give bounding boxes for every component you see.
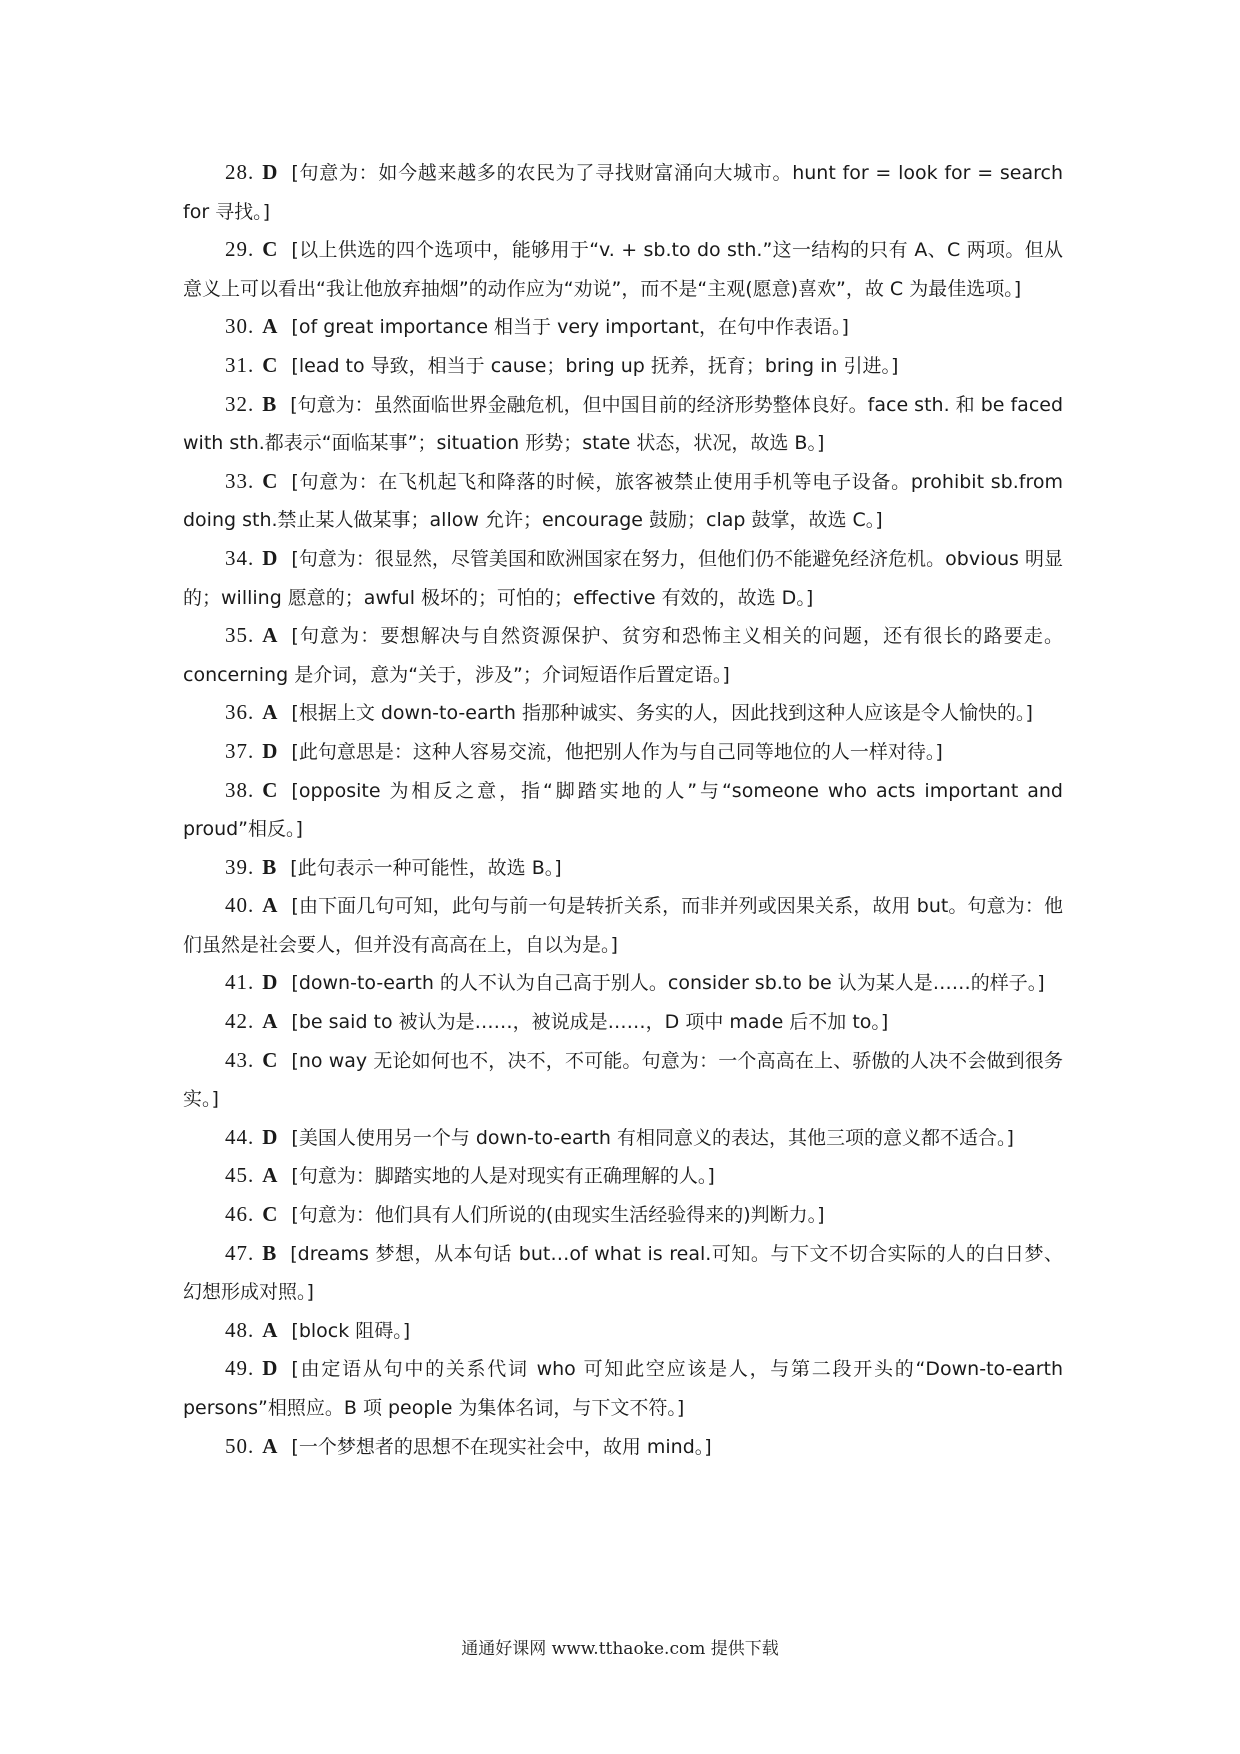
answer-entry — [183, 1119, 1063, 1158]
answer-explanation: [句意为：要想解决与自然资源保护、贫穷和恐怖主义相关的问题，还有很长的路要走。concerning 是介词，意为“关于，涉及”；介词短语作后置定语。] — [183, 625, 1063, 686]
question-number: 38. — [225, 777, 255, 802]
answer-letter: A — [262, 1317, 278, 1342]
answer-explanation: [of great importance 相当于 very important，在句中作表语。] — [291, 316, 849, 339]
answer-explanations — [183, 154, 1063, 1466]
answer-explanation: [句意为：虽然面临世界金融危机，但中国目前的经济形势整体良好。face sth. 和 be faced with sth.都表示“面临某事”；situation 形势；state 状态，状况，故选 B。] — [183, 393, 1064, 455]
answer-letter: D — [262, 1356, 278, 1381]
answer-entry — [183, 1196, 1063, 1235]
answer-entry — [183, 733, 1063, 772]
answer-explanation: [由定语从句中的关系代词 who 可知此空应该是人，与第二段开头的“Down-to-earth persons”相照应。B 项 people 为集体名词，与下文不符。] — [183, 1358, 1063, 1419]
answer-letter: C — [262, 468, 278, 493]
answer-explanation: [opposite 为相反之意，指“脚踏实地的人”与“someone who acts important and proud”相反。] — [183, 779, 1063, 841]
question-number: 34. — [225, 545, 255, 570]
answer-letter: B — [262, 1240, 277, 1265]
answer-entry — [183, 1350, 1063, 1427]
question-number: 39. — [225, 854, 255, 879]
answer-letter: C — [262, 1202, 278, 1227]
answer-entry — [183, 849, 1063, 888]
answer-letter: C — [262, 777, 278, 802]
answer-explanation: [句意为：在飞机起飞和降落的时候，旅客被禁止使用手机等电子设备。prohibit sb.from doing sth.禁止某人做某事；allow 允许；encourage 鼓励；clap 鼓掌，故选 C。] — [183, 470, 1063, 532]
question-number: 40. — [225, 893, 255, 918]
question-number: 49. — [225, 1356, 255, 1381]
answer-entry — [183, 231, 1063, 308]
question-number: 46. — [225, 1202, 255, 1227]
answer-explanation: [句意为：如今越来越多的农民为了寻找财富涌向大城市。hunt for = look for = search for 寻找。] — [183, 162, 1063, 223]
answer-entry — [183, 347, 1063, 386]
answer-entry — [183, 308, 1063, 347]
answer-entry — [183, 1157, 1063, 1196]
answer-explanation: [根据上文 down-to-earth 指那种诚实、务实的人，因此找到这种人应该是令人愉快的。] — [291, 702, 1033, 725]
answer-explanation: [句意为：很显然，尽管美国和欧洲国家在努力，但他们仍不能避免经济危机。obvious 明显的；willing 愿意的；awful 极坏的；可怕的；effective 有效的，故选 D。] — [183, 547, 1063, 609]
question-number: 47. — [225, 1240, 255, 1265]
question-number: 50. — [225, 1433, 255, 1458]
answer-letter: B — [262, 391, 277, 416]
question-number: 31. — [225, 352, 255, 377]
answer-entry — [183, 964, 1063, 1003]
answer-entry — [183, 887, 1063, 964]
question-number: 36. — [225, 700, 255, 725]
answer-entry — [183, 463, 1063, 540]
answer-entry — [183, 1235, 1063, 1312]
answer-entry — [183, 694, 1063, 733]
answer-letter: A — [262, 700, 278, 725]
answer-letter: D — [262, 545, 278, 570]
answer-entry — [183, 1312, 1063, 1351]
answer-explanation: [be said to 被认为是……，被说成是……，D 项中 made 后不加 to。] — [291, 1011, 889, 1034]
question-number: 37. — [225, 738, 255, 763]
answer-letter: D — [262, 1124, 278, 1149]
answer-explanation: [block 阻碍。] — [291, 1319, 411, 1342]
answer-letter: C — [262, 352, 278, 377]
answer-letter: C — [262, 237, 278, 262]
answer-letter: D — [262, 160, 278, 184]
page-footer: 通通好课网 www.tthaoke.com 提供下载 — [461, 1639, 779, 1659]
answer-explanation: [no way 无论如何也不，决不，不可能。句意为：一个高高在上、骄傲的人决不会做到很务实。] — [183, 1049, 1063, 1111]
answer-entry — [183, 617, 1063, 694]
answer-letter: A — [262, 1433, 278, 1458]
question-number: 45. — [225, 1163, 255, 1188]
question-number: 42. — [225, 1009, 255, 1034]
answer-letter: D — [262, 970, 278, 995]
question-number: 35. — [225, 623, 255, 648]
question-number: 33. — [225, 468, 255, 493]
question-number: 28. — [225, 160, 255, 184]
answer-entry — [183, 1003, 1063, 1042]
question-number: 44. — [225, 1124, 255, 1149]
question-number: 41. — [225, 970, 255, 995]
answer-explanation: [由下面几句可知，此句与前一句是转折关系，而非并列或因果关系，故用 but。句意为：他们虽然是社会要人，但并没有高高在上，自以为是。] — [183, 895, 1063, 956]
answer-entry — [183, 1042, 1063, 1119]
answer-entry — [183, 772, 1063, 849]
answer-letter: A — [262, 314, 278, 339]
answer-entry — [183, 540, 1063, 617]
answer-explanation: [美国人使用另一个与 down-to-earth 有相同意义的表达，其他三项的意义都不适合。] — [291, 1126, 1014, 1149]
answer-letter: A — [262, 1163, 278, 1188]
answer-entry — [183, 1428, 1063, 1467]
answer-letter: A — [262, 893, 278, 918]
answer-explanation: [句意为：他们具有人们所说的(由现实生活经验得来的)判断力。] — [291, 1204, 825, 1227]
answer-letter: A — [262, 1009, 278, 1034]
answer-explanation: [一个梦想者的思想不在现实社会中，故用 mind。] — [291, 1435, 712, 1458]
question-number: 48. — [225, 1317, 255, 1342]
answer-letter: A — [262, 623, 278, 648]
answer-entry — [183, 386, 1063, 463]
question-number: 29. — [225, 237, 255, 262]
answer-entry — [183, 154, 1063, 231]
answer-letter: D — [262, 738, 278, 763]
question-number: 30. — [225, 314, 255, 339]
answer-explanation: [down-to-earth 的人不认为自己高于别人。consider sb.to be 认为某人是……的样子。] — [291, 972, 1045, 995]
question-number: 32. — [225, 391, 255, 416]
answer-explanation: [lead to 导致，相当于 cause；bring up 抚养，抚育；bring in 引进。] — [291, 354, 899, 377]
answer-explanation: [此句表示一种可能性，故选 B。] — [290, 856, 562, 879]
answer-letter: C — [262, 1047, 278, 1072]
answer-letter: B — [262, 854, 277, 879]
answer-explanation: [此句意思是：这种人容易交流，他把别人作为与自己同等地位的人一样对待。] — [291, 740, 943, 763]
answer-explanation: [句意为：脚踏实地的人是对现实有正确理解的人。] — [291, 1165, 715, 1188]
answer-explanation: [dreams 梦想，从本句话 but…of what is real.可知。与下文不切合实际的人的白日梦、幻想形成对照。] — [183, 1242, 1063, 1304]
answer-explanation: [以上供选的四个选项中，能够用于“v. + sb.to do sth.”这一结构的只有 A、C 两项。但从意义上可以看出“我让他放弃抽烟”的动作应为“劝说”，而不是“主观(愿意)喜欢”，故 C 为最佳选项。] — [183, 239, 1063, 300]
question-number: 43. — [225, 1047, 255, 1072]
